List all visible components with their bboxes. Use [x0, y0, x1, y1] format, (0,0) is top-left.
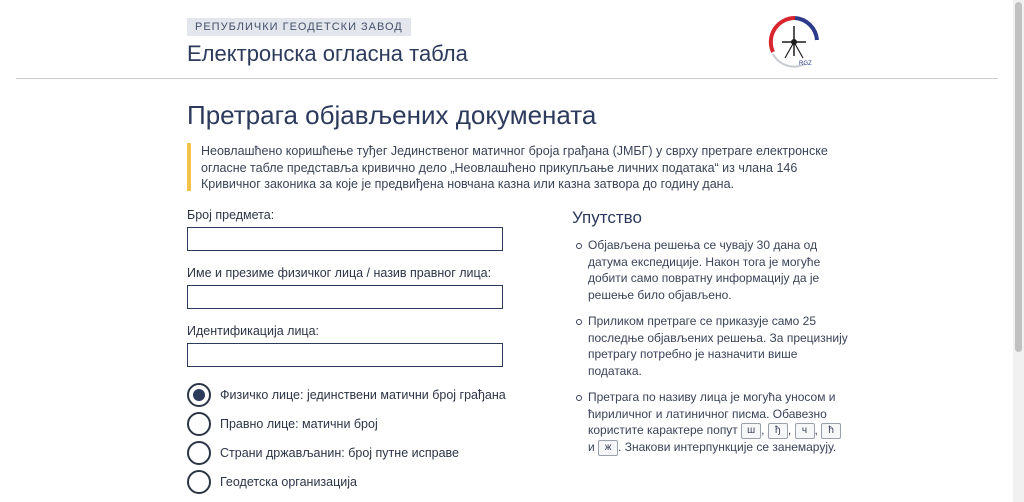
- scrollbar-thumb[interactable]: [1015, 2, 1022, 352]
- site-header: [0, 0, 1024, 78]
- agency-badge: РЕПУБЛИЧКИ ГЕОДЕТСКИ ЗАВОД: [187, 18, 411, 36]
- radio-button[interactable]: [187, 470, 211, 494]
- radio-selected-dot: [193, 389, 205, 401]
- logo-caption: RGZ: [799, 61, 812, 67]
- and-word: и: [588, 439, 595, 454]
- identification-input[interactable]: [187, 343, 503, 367]
- instruction-suffix: . Знакови интерпункције се занемарују.: [618, 439, 837, 454]
- radio-surveying-organization[interactable]: [187, 470, 357, 494]
- key-sh: ш: [741, 423, 761, 439]
- radio-label[interactable]: Физичко лице: јединствени матични број грађана: [220, 388, 506, 402]
- name-input[interactable]: [187, 285, 503, 309]
- page-title: Претрага објављених докумената: [187, 100, 597, 130]
- key-zh: ж: [598, 440, 618, 456]
- case-number-label: Број предмета:: [187, 208, 275, 222]
- radio-label[interactable]: Геодетска организација: [220, 475, 357, 489]
- list-item: Приликом претраге се приказује само 25 последње објављених решења. За прецизнију претрагу потребно је назначити више података.: [588, 314, 848, 378]
- radio-legal-entity[interactable]: [187, 412, 378, 436]
- key-dj: ђ: [768, 423, 788, 439]
- list-item: Објављена решења се чувају 30 дана од датума експедиције. Након тога је могуће добити само повратну информацију да је решење било објављено.: [588, 237, 848, 303]
- radio-button[interactable]: [187, 441, 211, 465]
- id-label: Идентификација лица:: [187, 324, 320, 338]
- list-item: Претрага по називу лица је могућа уносом и ћириличног и латиничног писма. Обавезно користите карактере попут ш , ђ , ч , ћ и ж . Знакови интерпункције се занемарују.: [588, 389, 848, 456]
- instructions-title: Упутство: [572, 208, 642, 227]
- key-ch: ч: [795, 423, 815, 439]
- rgz-logo[interactable]: [765, 12, 823, 70]
- header-divider: [16, 78, 998, 79]
- radio-label[interactable]: Страни држављанин: број путне исправе: [220, 446, 459, 460]
- instructions-list: [572, 237, 848, 466]
- radio-label[interactable]: Правно лице: матични број: [220, 417, 378, 431]
- radio-button[interactable]: [187, 383, 211, 407]
- radio-natural-person[interactable]: [187, 383, 506, 407]
- radio-foreign-citizen[interactable]: [187, 441, 459, 465]
- site-title[interactable]: Електронска огласна табла: [187, 41, 468, 66]
- radio-button[interactable]: [187, 412, 211, 436]
- case-number-input[interactable]: [187, 227, 503, 251]
- instruction-text: Претрага по називу лица је могућа уносом и ћириличног и латиничног писма. Обавезно користите карактере попут: [588, 390, 836, 437]
- key-cj: ћ: [821, 423, 841, 439]
- page-scrollbar[interactable]: [1013, 0, 1024, 502]
- name-label: Име и презиме физичког лица / назив правног лица:: [187, 266, 492, 280]
- legal-warning: Неовлашћено коришћење туђег Јединственог матичног броја грађана (ЈМБГ) у сврху претраге електронске огласне табле представља кривично дело „Неовлашћено прикупљање личних података“ из члана 146 Кривичног законика за које је предвиђена новчана казна или казна затвора до годину дана.: [187, 143, 841, 191]
